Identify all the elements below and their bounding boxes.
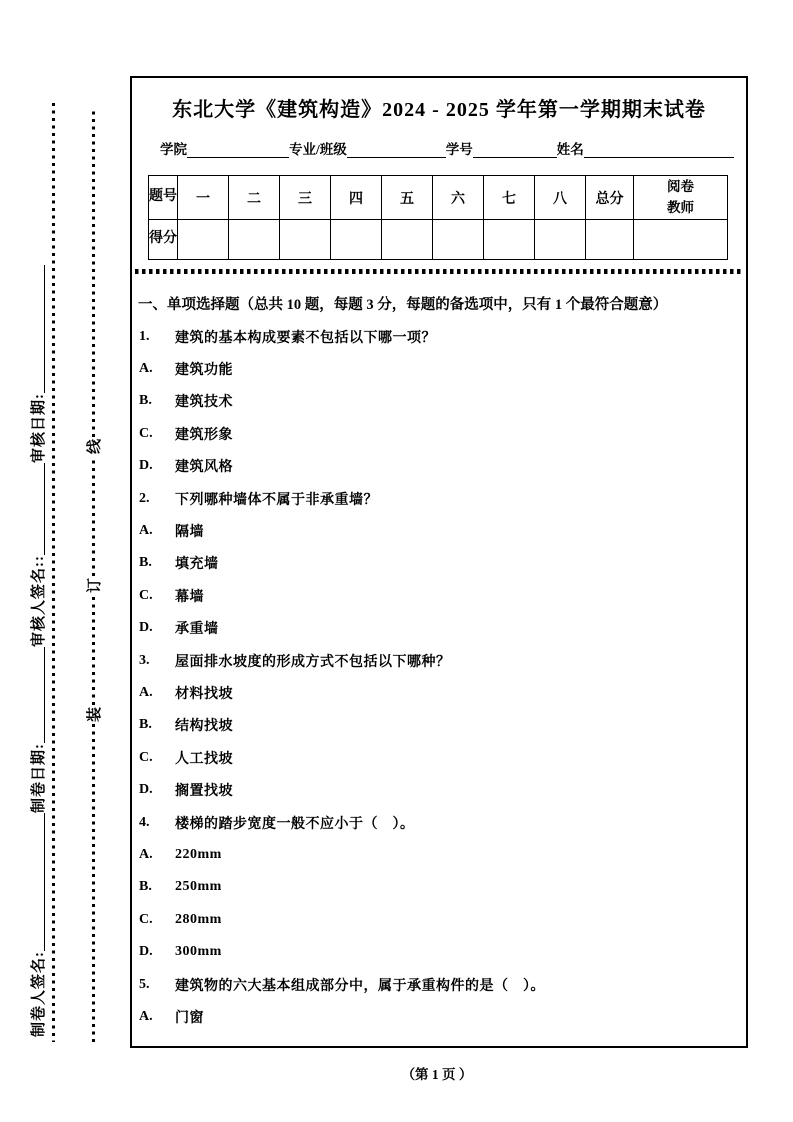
score-table-col-grader (634, 176, 728, 220)
option-text: 结构找坡 (175, 719, 233, 735)
option-key: C. (139, 911, 153, 927)
option-text: 人工找坡 (175, 751, 233, 767)
score-table-col-4: 四 (331, 176, 382, 220)
question-number: 5. (139, 976, 150, 992)
score-cell (280, 220, 331, 260)
binding-line-leader (92, 456, 95, 576)
question-1-option-c (132, 418, 746, 450)
page-title: 东北大学《建筑构造》2024 - 2025 学年第一学期期末试卷 (172, 99, 706, 121)
question-text: 屋面排水坡度的形成方式不包括以下哪种？ (175, 654, 451, 670)
field-label-college: 学院 (160, 142, 187, 157)
score-table-col-8: 八 (535, 176, 586, 220)
field-blank-college (187, 141, 289, 158)
question-4-option-d (132, 936, 746, 968)
question-3-option-c (132, 742, 746, 774)
margin-label-maker-signature: 制卷人签名: (30, 951, 47, 1037)
section-title: 一、单项选择题（总共 10 题，每题 3 分，每题的备选项中，只有 1 个最符合题意） (138, 296, 668, 313)
score-table-col-5: 五 (382, 176, 433, 220)
score-table-col-1: 一 (178, 176, 229, 220)
option-key: D. (139, 458, 153, 474)
binding-line-leader (92, 724, 95, 1042)
dotted-separator (135, 269, 743, 274)
option-text: 建筑形象 (175, 427, 233, 443)
score-table (148, 175, 728, 260)
option-text: 承重墙 (175, 622, 219, 638)
question-number: 3. (139, 652, 150, 668)
score-table-col-3: 三 (280, 176, 331, 220)
margin-label-maker-date: 制卷日期: (30, 743, 47, 813)
option-text: 建筑功能 (175, 363, 233, 379)
question-3-option-d (132, 774, 746, 806)
student-info-row (160, 138, 726, 158)
score-table-score-label: 得分 (149, 220, 178, 260)
option-text: 建筑技术 (175, 395, 233, 411)
question-number: 4. (139, 814, 150, 830)
score-cell (535, 220, 586, 260)
option-key: D. (139, 944, 153, 960)
option-text: 280mm (175, 911, 222, 927)
option-text: 220mm (175, 846, 222, 862)
option-key: B. (139, 879, 152, 895)
question-5 (132, 968, 746, 1000)
option-text: 填充墙 (175, 557, 219, 573)
margin-blank-reviewer-signature (29, 463, 45, 555)
question-1-option-d (132, 450, 746, 482)
score-cell (586, 220, 634, 260)
field-blank-name (584, 141, 734, 158)
question-2-option-b (132, 547, 746, 579)
option-key: B. (139, 555, 152, 571)
option-key: A. (139, 1008, 153, 1024)
question-4-option-a (132, 839, 746, 871)
option-text: 搁置找坡 (175, 784, 233, 800)
option-key: B. (139, 393, 152, 409)
score-table-col-7: 七 (484, 176, 535, 220)
option-text: 建筑风格 (175, 460, 233, 476)
margin-blank-review-date (29, 265, 45, 393)
question-4-option-b (132, 871, 746, 903)
question-text: 建筑物的六大基本组成部分中，属于承重构件的是（ ）。 (175, 978, 545, 994)
option-key: B. (139, 717, 152, 733)
field-label-major-class: 专业/班级 (289, 142, 347, 157)
binding-char-xian: 线 (86, 438, 103, 454)
page-number: （第 1 页 ） (401, 1067, 473, 1082)
option-text: 门窗 (175, 1010, 204, 1026)
score-table-header-row (149, 176, 728, 220)
question-3-option-a (132, 677, 746, 709)
option-key: A. (139, 523, 153, 539)
score-table-corner-label: 题号 (149, 176, 178, 220)
margin-label-reviewer-signature: 审核人签名:: (30, 555, 47, 647)
question-2-option-a (132, 515, 746, 547)
binding-margin-labels (24, 142, 50, 1037)
question-1-option-a (132, 353, 746, 385)
question-text: 建筑的基本构成要素不包括以下哪一项？ (175, 330, 436, 346)
margin-blank-maker-date (29, 647, 45, 743)
binding-line (83, 98, 103, 1042)
question-3 (132, 644, 746, 676)
question-5-option-a (132, 1001, 746, 1033)
margin-label-review-date: 审核日期: (30, 393, 47, 463)
field-label-student-id: 学号 (445, 142, 473, 157)
binding-char-zhuang: 装 (86, 706, 103, 722)
question-3-option-b (132, 709, 746, 741)
option-text: 材料找坡 (175, 686, 233, 702)
option-text: 250mm (175, 879, 222, 895)
score-cell (229, 220, 280, 260)
score-cell (178, 220, 229, 260)
field-label-name: 姓名 (556, 142, 584, 157)
score-cell (331, 220, 382, 260)
question-list (132, 321, 746, 1034)
grader-label: 阅卷教师 (666, 179, 694, 215)
option-key: D. (139, 782, 153, 798)
score-table-col-total: 总分 (586, 176, 634, 220)
question-4 (132, 806, 746, 838)
score-cell (382, 220, 433, 260)
question-1 (132, 321, 746, 353)
field-blank-student-id (473, 141, 557, 158)
score-cell (634, 220, 728, 260)
binding-line-leader (92, 107, 95, 437)
question-number: 2. (139, 490, 150, 506)
option-key: D. (139, 620, 153, 636)
option-text: 隔墙 (175, 525, 204, 541)
score-cell (484, 220, 535, 260)
question-2 (132, 482, 746, 514)
option-key: C. (139, 587, 153, 603)
question-2-option-c (132, 580, 746, 612)
question-text: 楼梯的踏步宽度一般不应小于（ ）。 (175, 816, 415, 832)
exam-content-frame (130, 76, 748, 1048)
option-text: 300mm (175, 944, 222, 960)
field-blank-major-class (347, 141, 446, 158)
option-key: A. (139, 684, 153, 700)
binding-dotted-rule (52, 103, 55, 1042)
option-key: A. (139, 361, 153, 377)
question-4-option-c (132, 904, 746, 936)
binding-char-ding: 订 (86, 577, 103, 593)
margin-blank-maker-signature (29, 813, 45, 951)
score-table-col-6: 六 (433, 176, 484, 220)
score-table-score-row (149, 220, 728, 260)
option-key: C. (139, 749, 153, 765)
question-2-option-d (132, 612, 746, 644)
question-text: 下列哪种墙体不属于非承重墙？ (175, 492, 378, 508)
option-text: 幕墙 (175, 589, 204, 605)
score-cell (433, 220, 484, 260)
option-key: C. (139, 425, 153, 441)
option-key: A. (139, 846, 153, 862)
score-table-col-2: 二 (229, 176, 280, 220)
binding-line-leader (92, 595, 95, 705)
question-number: 1. (139, 328, 150, 344)
question-1-option-b (132, 385, 746, 417)
